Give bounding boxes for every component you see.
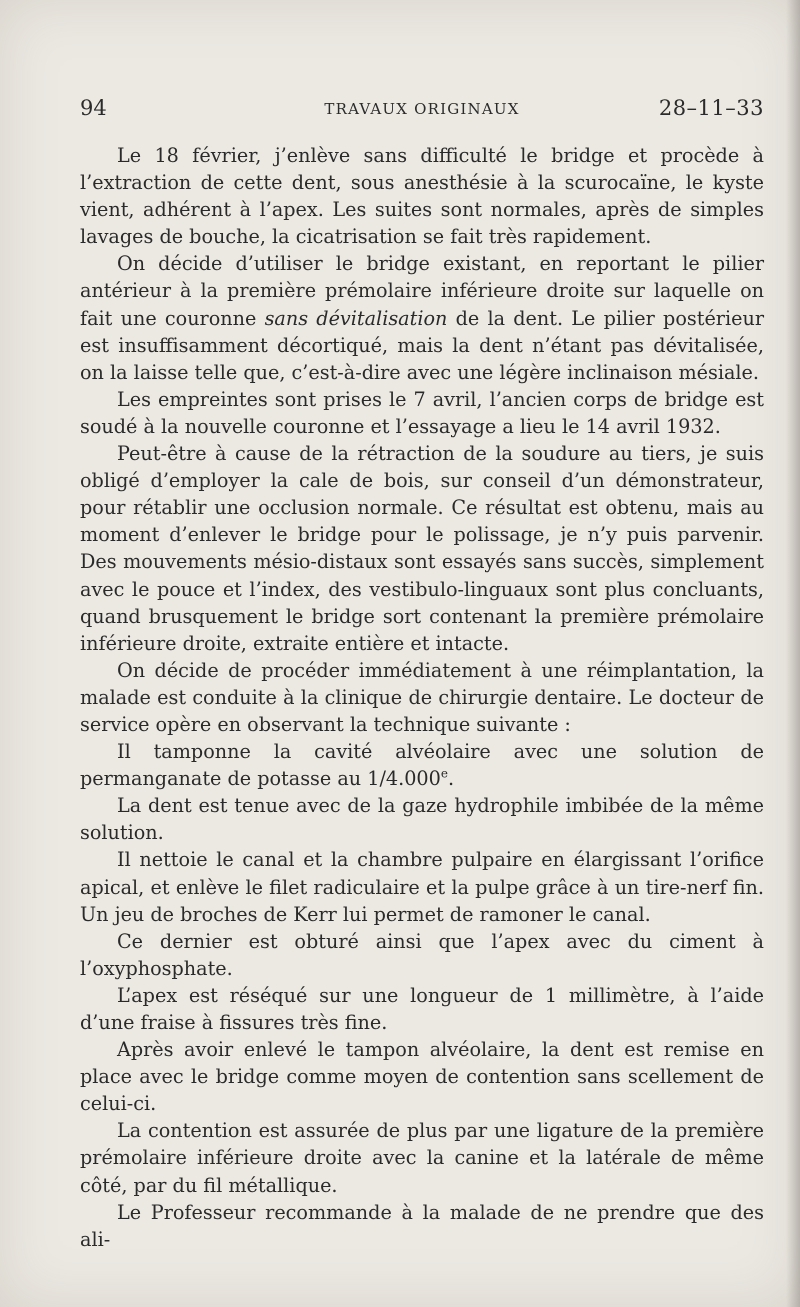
page-header bbox=[80, 96, 764, 126]
paragraph: Les empreintes sont prises le 7 avril, l’ancien corps de bridge est soudé à la nouvelle couronne et l’essayage a lieu le 14 avril 1932. bbox=[80, 387, 764, 438]
paragraph: L’apex est réséqué sur une longueur de 1 millimètre, à l’aide d’une fraise à fissures très fine. bbox=[80, 983, 764, 1034]
paragraph: Ce dernier est obturé ainsi que l’apex avec du ciment à l’oxyphosphate. bbox=[80, 929, 764, 980]
paragraph-text: . bbox=[447, 767, 455, 791]
paragraph-text: Il tamponne la cavité alvéolaire avec une solution de permanganate de potasse au 1/4.000 bbox=[80, 740, 764, 791]
paragraph: La dent est tenue avec de la gaze hydrophile imbibée de la même solution. bbox=[80, 794, 764, 845]
paragraph bbox=[80, 738, 764, 792]
paragraph bbox=[80, 250, 764, 385]
paragraph: Le Professeur recommande à la malade de ne prendre que des ali- bbox=[80, 1200, 764, 1251]
superscript: e bbox=[440, 766, 448, 781]
paragraph: Peut-être à cause de la rétraction de la soudure au tiers, je suis obligé d’employer la cale de bois, sur conseil d’un démonstrateur, pour rétablir une occlusion normale. Ce résultat est obtenu, mais au moment d’enlever le bridge pour le polissage, je n’y puis parvenir. Des mouvements mésio-distaux sont essayés sans succès, simplement avec le pouce et l’index, des vestibulo-linguaux sont plus concluants, quand brusquement le bridge sort contenant la première prémolaire inférieure droite, extraite entière et intacte. bbox=[80, 442, 764, 655]
paragraph: On décide de procéder immédiatement à une réimplantation, la malade est conduite à la clinique de chirurgie dentaire. Le docteur de service opère en observant la technique suivante : bbox=[80, 658, 764, 736]
paragraph-text: de la dent. Le pilier postérieur est insuffisamment décortiqué, mais la dent n’étant pas dévitalisée, on la laisse telle que, c’est-à-dire avec une légère inclinaison mésiale. bbox=[80, 306, 764, 384]
italic-emphasis: sans dévitalisation bbox=[264, 306, 448, 330]
header-date: 28–11–33 bbox=[658, 96, 764, 120]
paragraph-text: On décide d’utiliser le bridge existant, en reportant le pilier antérieur à la première prémolaire inférieure droite sur laquelle on fait une couronne bbox=[80, 252, 764, 330]
page-edge-shadow bbox=[786, 0, 800, 1307]
running-head: TRAVAUX ORIGINAUX bbox=[324, 100, 520, 118]
body-text bbox=[80, 142, 764, 1253]
page-number: 94 bbox=[80, 96, 107, 120]
paragraph: La contention est assurée de plus par une ligature de la première prémolaire inférieure droite avec la canine et la latérale de même côté, par du fil métallique. bbox=[80, 1119, 764, 1197]
paragraph: Après avoir enlevé le tampon alvéolaire, la dent est remise en place avec le bridge comme moyen de contention sans scellement de celui-ci. bbox=[80, 1038, 764, 1116]
paragraph: Le 18 février, j’enlève sans difficulté le bridge et procède à l’extraction de cette dent, sous anesthésie à la scurocaïne, le kyste vient, adhérent à l’apex. Les suites sont normales, après de simples lavages de bouche, la cicatrisation se fait très rapidement. bbox=[80, 144, 764, 249]
paragraph: Il nettoie le canal et la chambre pulpaire en élargissant l’orifice apical, et enlève le filet radiculaire et la pulpe grâce à un tire-nerf fin. Un jeu de broches de Kerr lui permet de ramoner le canal. bbox=[80, 848, 764, 926]
